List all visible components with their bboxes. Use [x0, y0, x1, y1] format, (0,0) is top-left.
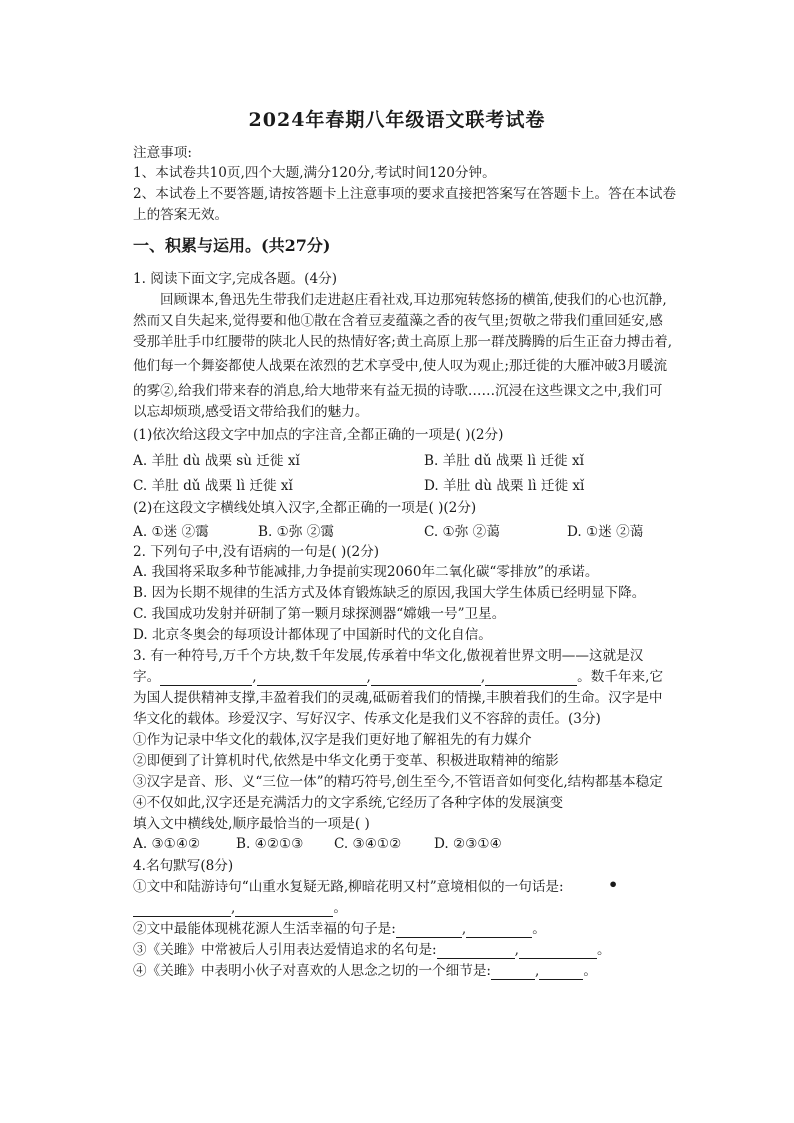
notice-item-1: 1、本试卷共10页,四个大题,满分120分,考试时间120分钟。 — [133, 165, 496, 181]
q4-item-3-blank-2[interactable] — [519, 944, 597, 959]
q3-line-2-prefix: 字。 — [133, 669, 161, 685]
q4-comma: , — [535, 963, 540, 979]
q1-stem: 1. 阅读下面文字,完成各题。(4分) — [133, 271, 337, 287]
q1-sub2-option-d: D. ①迷 ②蔼 — [567, 524, 644, 540]
section-1-title: 一、积累与运用。(共27分) — [133, 236, 331, 255]
q3-sentence-3: ③汉字是音、形、义“三位一体”的精巧符号,创生至今,不管语音如何变化,结构都基本稳定 — [133, 774, 663, 790]
q3-comma: , — [480, 669, 486, 685]
q1-passage-line: 的雾②,给我们带来春的消息,给大地带来有益无损的诗歌……沉浸在这些课文之中,我们可 — [133, 383, 663, 399]
q4-item-4 — [133, 962, 693, 980]
q3-sentence-1: ①作为记录中华文化的载体,汉字是我们更好地了解祖先的有力媒介 — [133, 732, 532, 748]
q4-item-2-text: ②文中最能体现桃花源人生活幸福的句子是: — [133, 921, 396, 937]
q4-item-1-blank-2[interactable] — [235, 902, 333, 917]
q4-item-3-text: ③《关雎》中常被后人引用表达爱情追求的名句是: — [133, 942, 437, 958]
q4-period: 。 — [333, 900, 347, 916]
q4-item-3-blank-1[interactable] — [437, 944, 515, 959]
q4-comma: , — [514, 942, 519, 958]
q4-item-1-blank-1[interactable] — [133, 902, 231, 917]
q4-item-4-blank-2[interactable] — [539, 965, 583, 980]
page-title: 2024年春期八年级语文联考试卷 — [248, 109, 546, 131]
q3-option-d: D. ②③①④ — [434, 836, 502, 852]
q3-line-2 — [133, 668, 693, 686]
notice-item-2-cont: 上的答案无效。 — [133, 207, 229, 223]
q1-passage-line: 他们每一个舞姿都使人战栗在浓烈的艺术享受中,使人叹为观止;那迁徙的大雁冲破3月暖流 — [133, 358, 668, 374]
q4-comma: , — [231, 900, 236, 916]
q3-prompt: 填入文中横线处,顺序最恰当的一项是( ) — [133, 816, 370, 832]
q3-option-c: C. ③④①② — [334, 836, 402, 852]
q3-sentence-4: ④不仅如此,汉字还是充满活力的文字系统,它经历了各种字体的发展演变 — [133, 795, 564, 811]
q1-passage-line: 然而又自失起来,觉得要和他①散在含着豆麦蕴藻之香的夜气里;贺敬之带我们重回延安,感 — [133, 313, 663, 329]
q1-sub2-option-b: B. ①弥 ②霭 — [258, 524, 334, 540]
q4-comma: , — [461, 921, 467, 937]
q3-blank-2[interactable] — [257, 671, 367, 686]
q4-period: 。 — [532, 921, 546, 937]
q3-line-1: 3. 有一种符号,万千个方块,数千年发展,传承着中华文化,傲视着世界文明——这就是汉 — [133, 648, 644, 664]
q1-sub2-stem: (2)在这段文字横线处填入汉字,全都正确的一项是( )(2分) — [133, 500, 477, 516]
q2-option-b: B. 因为长期不规律的生活方式及体育锻炼缺乏的原因,我国大学生体质已经明显下降。 — [133, 585, 646, 601]
q3-sentence-2: ②即便到了计算机时代,依然是中华文化勇于变革、积极进取精神的缩影 — [133, 753, 559, 769]
q3-option-b: B. ④②①③ — [236, 836, 304, 852]
q3-blank-4[interactable] — [485, 671, 577, 686]
q3-line-3: 为国人提供精神支撑,丰盈着我们的灵魂,砥砺着我们的情操,丰腴着我们的生命。汉字是中 — [133, 690, 663, 706]
q1-sub1-option-c: C. 羊肚 dǔ 战栗 lì 迁徙 xǐ — [133, 478, 293, 494]
q1-passage-line: 以忘却烦琐,感受语文带给我们的魅力。 — [133, 404, 369, 420]
q1-sub1-stem: (1)依次给这段文字中加点的字注音,全都正确的一项是( )(2分) — [133, 427, 504, 443]
q1-passage-line: 回顾课本,鲁迅先生带我们走进赵庄看社戏,耳边那宛转悠扬的横笛,使我们的心也沉静, — [160, 292, 667, 308]
scan-speck: • — [608, 875, 619, 894]
q1-sub1-option-d: D. 羊肚 dù 战栗 lì 迁徙 xǐ — [424, 478, 585, 494]
q4-item-4-text: ④《关雎》中表明小伙子对喜欢的人思念之切的一个细节是: — [133, 963, 492, 979]
q1-sub2-option-c: C. ①弥 ②蔼 — [424, 524, 500, 540]
q4-period: 。 — [596, 942, 611, 958]
q3-blank-3[interactable] — [371, 671, 481, 686]
q1-sub2-option-a: A. ①迷 ②霭 — [133, 524, 209, 540]
q4-item-2-blank-1[interactable] — [396, 923, 462, 938]
q2-option-d: D. 北京冬奥会的每项设计都体现了中国新时代的文化自信。 — [133, 627, 492, 643]
q4-item-1: ①文中和陆游诗句“山重水复疑无路,柳暗花明又村”意境相似的一句话是: — [133, 879, 564, 895]
q4-item-2-blank-2[interactable] — [466, 923, 532, 938]
notice-heading: 注意事项: — [133, 145, 192, 161]
q4-stem: 4.名句默写(8分) — [133, 858, 234, 874]
q3-line-4: 华文化的载体。珍爱汉字、写好汉字、传承文化是我们义不容辞的责任。(3分) — [133, 711, 601, 727]
q1-sub1-option-b: B. 羊肚 dǔ 战栗 lì 迁徙 xǐ — [424, 453, 584, 469]
q2-option-a: A. 我国将采取多种节能减排,力争提前实现2060年二氧化碳“零排放”的承诺。 — [133, 564, 599, 580]
q4-period: 。 — [583, 963, 597, 979]
q3-option-a: A. ③①④② — [133, 836, 201, 852]
notice-item-2: 2、本试卷上不要答题,请按答题卡上注意事项的要求直接把答案写在答题卡上。答在本试卷 — [133, 186, 677, 202]
q3-comma: , — [366, 669, 371, 685]
q1-passage-line: 受那羊肚手巾红腰带的陕北人民的热情好客;黄土高原上那一群茂腾腾的后生正奋力搏击着, — [133, 334, 673, 350]
q3-comma: , — [252, 669, 257, 685]
q4-item-2 — [133, 920, 693, 938]
q2-option-c: C. 我国成功发射并研制了第一颗月球探测器“嫦娥一号”卫星。 — [133, 606, 506, 622]
q3-line-2-suffix: 。数千年来,它 — [577, 669, 664, 685]
q2-stem: 2. 下列句子中,没有语病的一句是( )(2分) — [133, 544, 380, 560]
q4-item-1-answer — [133, 899, 693, 917]
q4-item-3 — [133, 941, 693, 959]
q3-blank-1[interactable] — [160, 671, 252, 686]
q4-item-4-blank-1[interactable] — [491, 965, 535, 980]
q1-sub1-option-a: A. 羊肚 dù 战栗 sù 迁徙 xǐ — [133, 453, 300, 469]
